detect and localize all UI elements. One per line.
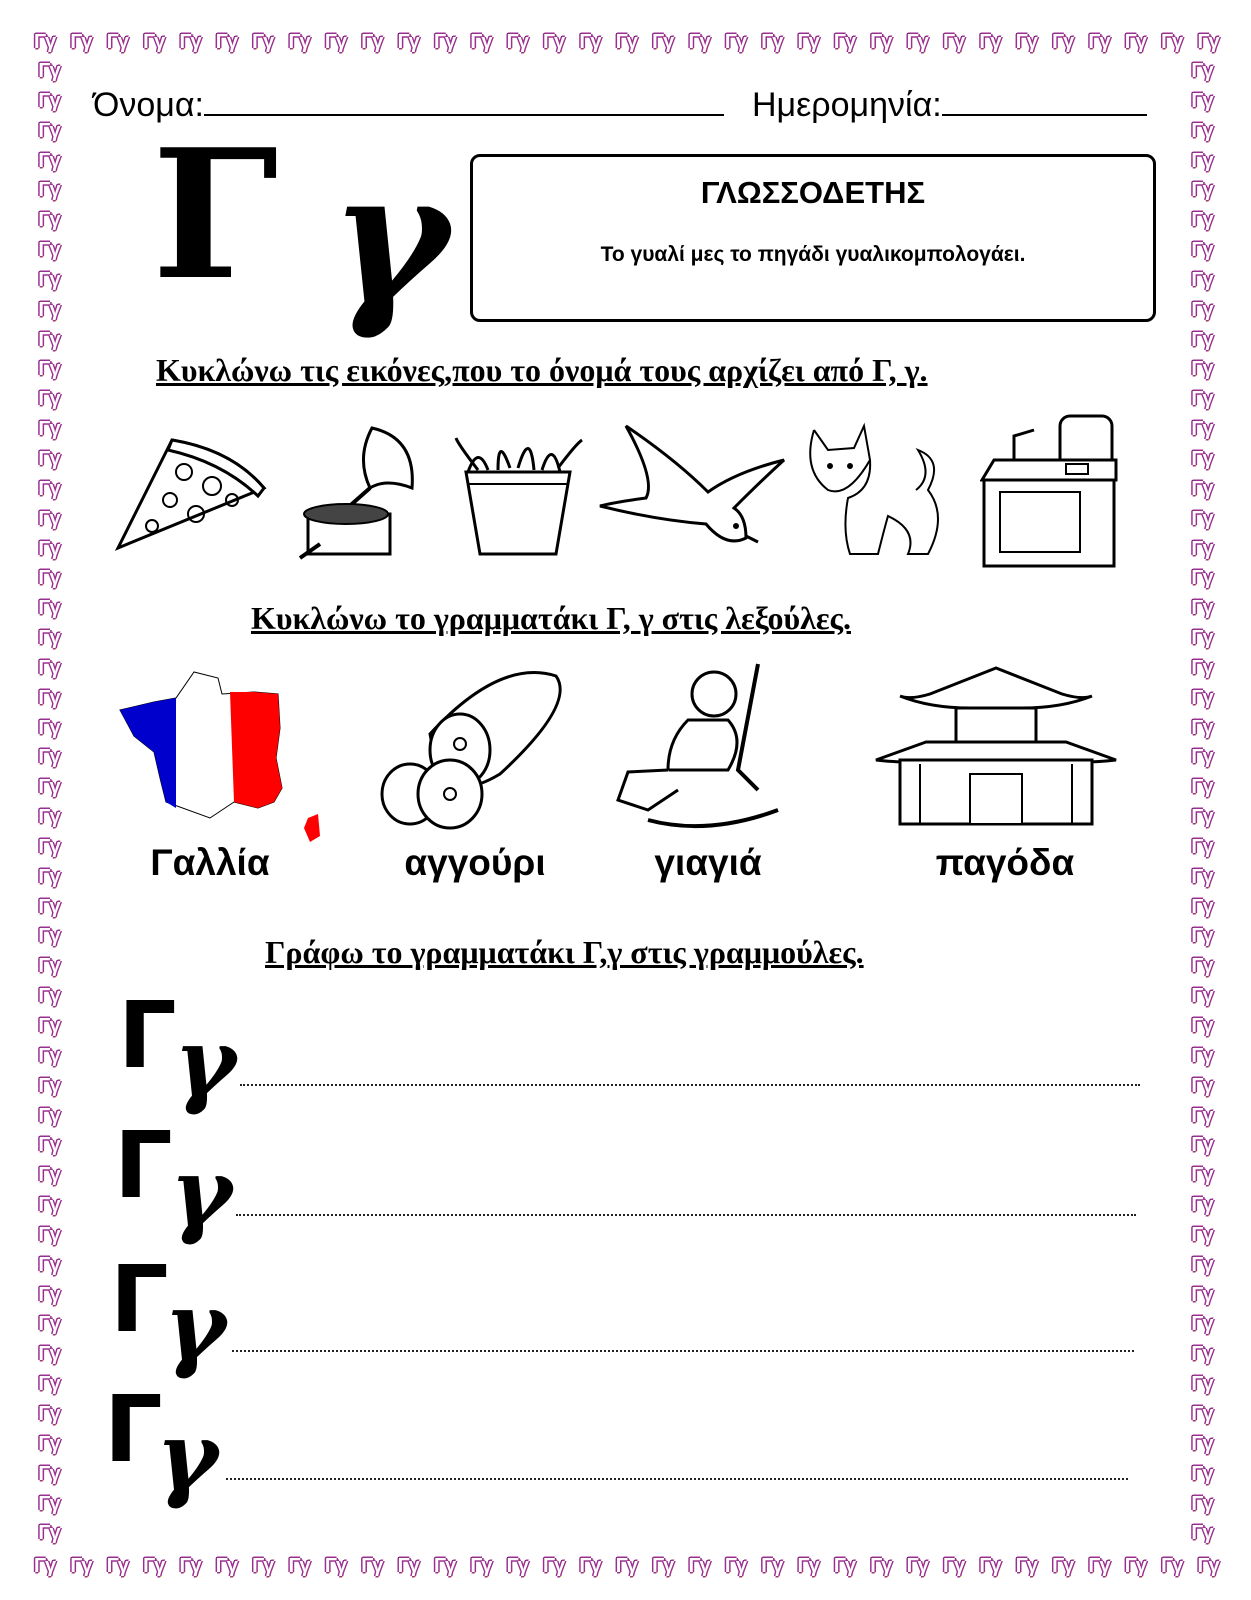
border-tile: Γγ (579, 1555, 601, 1577)
grandma-icon[interactable] (608, 660, 788, 836)
border-tile: Γγ (38, 1164, 60, 1187)
border-tile: Γγ (38, 60, 60, 82)
border-tile: Γγ (38, 507, 60, 530)
border-tile: Γγ (361, 31, 383, 53)
border-tile: Γγ (179, 1555, 201, 1577)
border-tile: Γγ (215, 1555, 237, 1577)
border-tile: Γγ (543, 31, 565, 53)
border-tile: Γγ (470, 31, 492, 53)
border-tile: Γγ (288, 1555, 310, 1577)
border-top (34, 26, 1219, 58)
border-tile: Γγ (942, 31, 965, 53)
border-tile: Γγ (1015, 1555, 1037, 1577)
border-tile: Γγ (1191, 1373, 1213, 1396)
border-tile: Γγ (1191, 1104, 1213, 1127)
border-tile: Γγ (1191, 388, 1213, 411)
border-tile: Γγ (38, 955, 60, 978)
border-tile: Γγ (1191, 60, 1213, 82)
border-tile: Γγ (1191, 358, 1213, 381)
border-tile: Γγ (38, 1522, 60, 1545)
bird-icon[interactable] (596, 420, 788, 550)
date-blank[interactable] (942, 84, 1147, 116)
border-tile: Γγ (870, 31, 892, 53)
border-tile: Γγ (1191, 806, 1213, 829)
border-tile: Γγ (38, 716, 60, 739)
border-tile: Γγ (833, 31, 856, 53)
name-blank[interactable] (204, 84, 724, 116)
writing-line[interactable] (226, 1478, 1128, 1480)
border-tile: Γγ (1197, 31, 1219, 53)
border-tile: Γγ (724, 1555, 746, 1577)
border-tile: Γγ (1191, 985, 1213, 1008)
border-tile: Γγ (1191, 567, 1213, 590)
border-tile: Γγ (506, 31, 528, 53)
france-map-icon[interactable] (114, 668, 324, 848)
border-tile: Γγ (38, 1373, 60, 1396)
border-tile: Γγ (38, 1402, 60, 1425)
border-tile: Γγ (470, 1555, 492, 1577)
border-tile: Γγ (833, 1555, 856, 1577)
writing-line[interactable] (232, 1350, 1134, 1352)
border-tile: Γγ (38, 119, 60, 142)
border-tile: Γγ (1191, 507, 1213, 530)
trace-lower-letter: γ (156, 1402, 219, 1512)
border-tile: Γγ (979, 1555, 1001, 1577)
border-tile: Γγ (38, 89, 60, 112)
border-tile: Γγ (38, 985, 60, 1008)
border-tile: Γγ (1191, 1074, 1213, 1097)
border-tile: Γγ (1191, 1283, 1213, 1306)
border-tile: Γγ (179, 31, 201, 53)
border-tile: Γγ (1191, 955, 1213, 978)
border-tile: Γγ (1191, 1313, 1213, 1336)
border-tile: Γγ (38, 447, 60, 470)
border-tile: Γγ (38, 1492, 60, 1515)
border-tile: Γγ (1052, 31, 1074, 53)
border-tile: Γγ (1015, 31, 1037, 53)
border-tile: Γγ (38, 268, 60, 291)
border-tile: Γγ (397, 31, 419, 53)
cucumber-icon[interactable] (380, 664, 570, 836)
trace-upper-letter: Γ (110, 1246, 169, 1353)
border-tile: Γγ (38, 537, 60, 560)
border-tile: Γγ (1191, 89, 1213, 112)
border-tile: Γγ (724, 31, 746, 53)
writing-line[interactable] (236, 1214, 1136, 1216)
border-tile: Γγ (688, 1555, 710, 1577)
border-tile: Γγ (38, 895, 60, 918)
big-lower-letter: γ (330, 132, 449, 343)
border-tile: Γγ (38, 1343, 60, 1366)
border-tile: Γγ (1191, 1522, 1213, 1545)
border-tile: Γγ (106, 1555, 128, 1577)
border-tile: Γγ (38, 209, 60, 232)
border-tile: Γγ (1191, 119, 1213, 142)
border-tile: Γγ (38, 597, 60, 620)
border-tile: Γγ (1191, 1015, 1213, 1037)
border-bottom (34, 1550, 1219, 1582)
border-tile: Γγ (38, 1134, 60, 1157)
trace-upper-letter: Γ (118, 982, 177, 1089)
border-tile: Γγ (1161, 31, 1183, 53)
border-tile: Γγ (1191, 1134, 1213, 1157)
border-tile: Γγ (797, 31, 819, 53)
border-tile: Γγ (38, 1194, 60, 1217)
border-tile: Γγ (506, 1555, 528, 1577)
border-tile: Γγ (688, 31, 710, 53)
border-tile: Γγ (38, 477, 60, 500)
border-tile: Γγ (543, 1555, 565, 1577)
border-tile: Γγ (1052, 1555, 1074, 1577)
border-tile: Γγ (38, 656, 60, 679)
border-tile: Γγ (38, 1015, 60, 1037)
border-tile: Γγ (215, 31, 237, 53)
border-tile: Γγ (1088, 31, 1110, 53)
border-tile: Γγ (70, 1555, 92, 1577)
trace-lower-letter: γ (174, 1008, 237, 1118)
cat-icon[interactable] (798, 420, 948, 565)
border-tile: Γγ (38, 239, 60, 262)
border-tile: Γγ (761, 31, 783, 53)
border-tile: Γγ (1191, 239, 1213, 262)
big-upper-letter: Γ (152, 110, 279, 319)
border-tile: Γγ (38, 1313, 60, 1336)
border-tile: Γγ (38, 418, 60, 441)
border-tile: Γγ (1191, 716, 1213, 739)
border-tile: Γγ (38, 298, 60, 321)
border-tile: Γγ (288, 31, 310, 53)
border-tile: Γγ (38, 746, 60, 769)
border-tile: Γγ (1191, 656, 1213, 679)
border-tile: Γγ (38, 1432, 60, 1455)
border-tile: Γγ (38, 567, 60, 590)
border-tile: Γγ (38, 149, 60, 172)
border-tile: Γγ (1191, 925, 1213, 948)
border-tile: Γγ (1191, 1492, 1213, 1515)
border-tile: Γγ (1191, 1343, 1213, 1366)
border-tile: Γγ (38, 1253, 60, 1276)
border-tile: Γγ (1191, 1402, 1213, 1425)
border-tile: Γγ (1191, 1044, 1213, 1067)
border-tile: Γγ (1191, 298, 1213, 321)
instruction-circle-pictures: Κυκλώνω τις εικόνες,που το όνομά τους αρχίζει από Γ, γ. (156, 352, 928, 388)
instruction-circle-letter: Κυκλώνω το γραμματάκι Γ, γ στις λεξούλες. (251, 600, 852, 636)
border-tile: Γγ (38, 1223, 60, 1246)
border-tile: Γγ (1191, 597, 1213, 620)
border-tile: Γγ (38, 1462, 60, 1485)
tongue-twister-text: Το γυαλί μες το πηγάδι γυαλικομπολογάει. (600, 243, 1026, 266)
border-tile: Γγ (38, 627, 60, 650)
plant-pot-icon[interactable] (448, 424, 588, 559)
border-tile: Γγ (1191, 776, 1213, 799)
border-tile: Γγ (979, 31, 1001, 53)
border-tile: Γγ (1191, 1253, 1213, 1276)
border-tile: Γγ (1191, 418, 1213, 441)
border-tile: Γγ (143, 31, 165, 53)
border-tile: Γγ (38, 328, 60, 351)
border-tile: Γγ (1191, 1164, 1213, 1187)
word-label[interactable]: αγγούρι (404, 842, 546, 883)
trace-upper-letter: Γ (114, 1112, 173, 1219)
border-tile: Γγ (433, 31, 456, 53)
border-tile: Γγ (615, 31, 637, 53)
word-label[interactable]: Γαλλία (150, 842, 270, 883)
trace-lower-letter: γ (164, 1272, 227, 1382)
border-tile: Γγ (1191, 328, 1213, 351)
border-tile: Γγ (361, 1555, 383, 1577)
border-tile: Γγ (1191, 149, 1213, 172)
border-tile: Γγ (1191, 179, 1213, 202)
border-tile: Γγ (38, 1074, 60, 1097)
border-tile: Γγ (324, 1555, 347, 1577)
instruction-write-letter: Γράφω το γραμματάκι Γ,γ στις γραμμούλες. (265, 934, 864, 970)
border-tile: Γγ (1124, 31, 1146, 53)
border-tile: Γγ (942, 1555, 965, 1577)
border-tile: Γγ (1191, 627, 1213, 650)
border-tile: Γγ (324, 31, 347, 53)
border-tile: Γγ (797, 1555, 819, 1577)
border-tile: Γγ (38, 806, 60, 829)
word-label[interactable]: γιαγιά (654, 842, 762, 883)
border-tile: Γγ (38, 1104, 60, 1127)
border-tile: Γγ (38, 179, 60, 202)
border-tile: Γγ (579, 31, 601, 53)
border-tile: Γγ (38, 358, 60, 381)
border-tile: Γγ (252, 1555, 274, 1577)
border-tile: Γγ (1197, 1555, 1219, 1577)
border-tile: Γγ (1191, 1194, 1213, 1217)
border-tile: Γγ (38, 1044, 60, 1067)
date-label: Ημερομηνία: (752, 86, 942, 124)
border-tile: Γγ (1191, 447, 1213, 470)
border-tile: Γγ (1191, 746, 1213, 769)
border-tile: Γγ (38, 865, 60, 888)
border-tile: Γγ (38, 388, 60, 411)
tongue-twister-box (470, 154, 1156, 322)
border-tile: Γγ (433, 1555, 456, 1577)
border-tile: Γγ (38, 686, 60, 709)
border-tile: Γγ (34, 31, 56, 53)
border-tile: Γγ (906, 31, 928, 53)
border-tile: Γγ (1191, 686, 1213, 709)
gramophone-icon[interactable] (290, 418, 420, 568)
border-tile: Γγ (38, 776, 60, 799)
pizza-icon[interactable] (112, 430, 272, 560)
border-tile: Γγ (252, 31, 274, 53)
border-tile: Γγ (1191, 865, 1213, 888)
border-tile: Γγ (1191, 895, 1213, 918)
writing-line[interactable] (240, 1084, 1140, 1086)
border-tile: Γγ (1124, 1555, 1146, 1577)
border-tile: Γγ (761, 1555, 783, 1577)
border-tile: Γγ (143, 1555, 165, 1577)
pagoda-icon[interactable] (870, 664, 1122, 830)
border-tile: Γγ (615, 1555, 637, 1577)
border-tile: Γγ (38, 835, 60, 858)
date-field (752, 84, 1147, 125)
border-tile: Γγ (38, 925, 60, 948)
border-tile: Γγ (1191, 268, 1213, 291)
border-right (1185, 60, 1219, 1545)
name-label: Όνομα: (93, 86, 204, 124)
border-tile: Γγ (70, 31, 92, 53)
border-tile: Γγ (652, 31, 674, 53)
word-label[interactable]: παγόδα (935, 842, 1075, 883)
border-tile: Γγ (870, 1555, 892, 1577)
border-tile: Γγ (1191, 477, 1213, 500)
border-tile: Γγ (106, 31, 128, 53)
border-tile: Γγ (38, 1283, 60, 1306)
border-tile: Γγ (1191, 835, 1213, 858)
trace-upper-letter: Γ (104, 1376, 163, 1483)
border-tile: Γγ (1191, 1223, 1213, 1246)
tongue-twister-title: ΓΛΩΣΣΟΔΕΤΗΣ (700, 175, 926, 210)
border-tile: Γγ (1088, 1555, 1110, 1577)
border-tile: Γγ (1191, 1462, 1213, 1485)
border-tile: Γγ (1191, 209, 1213, 232)
border-tile: Γγ (1161, 1555, 1183, 1577)
border-tile: Γγ (1191, 1432, 1213, 1455)
border-tile: Γγ (906, 1555, 928, 1577)
border-tile: Γγ (1191, 537, 1213, 560)
trace-lower-letter: γ (170, 1138, 233, 1248)
border-tile: Γγ (397, 1555, 419, 1577)
border-tile: Γγ (652, 1555, 674, 1577)
border-tile: Γγ (34, 1555, 56, 1577)
desk-icon[interactable] (980, 412, 1120, 572)
border-left (32, 60, 66, 1545)
